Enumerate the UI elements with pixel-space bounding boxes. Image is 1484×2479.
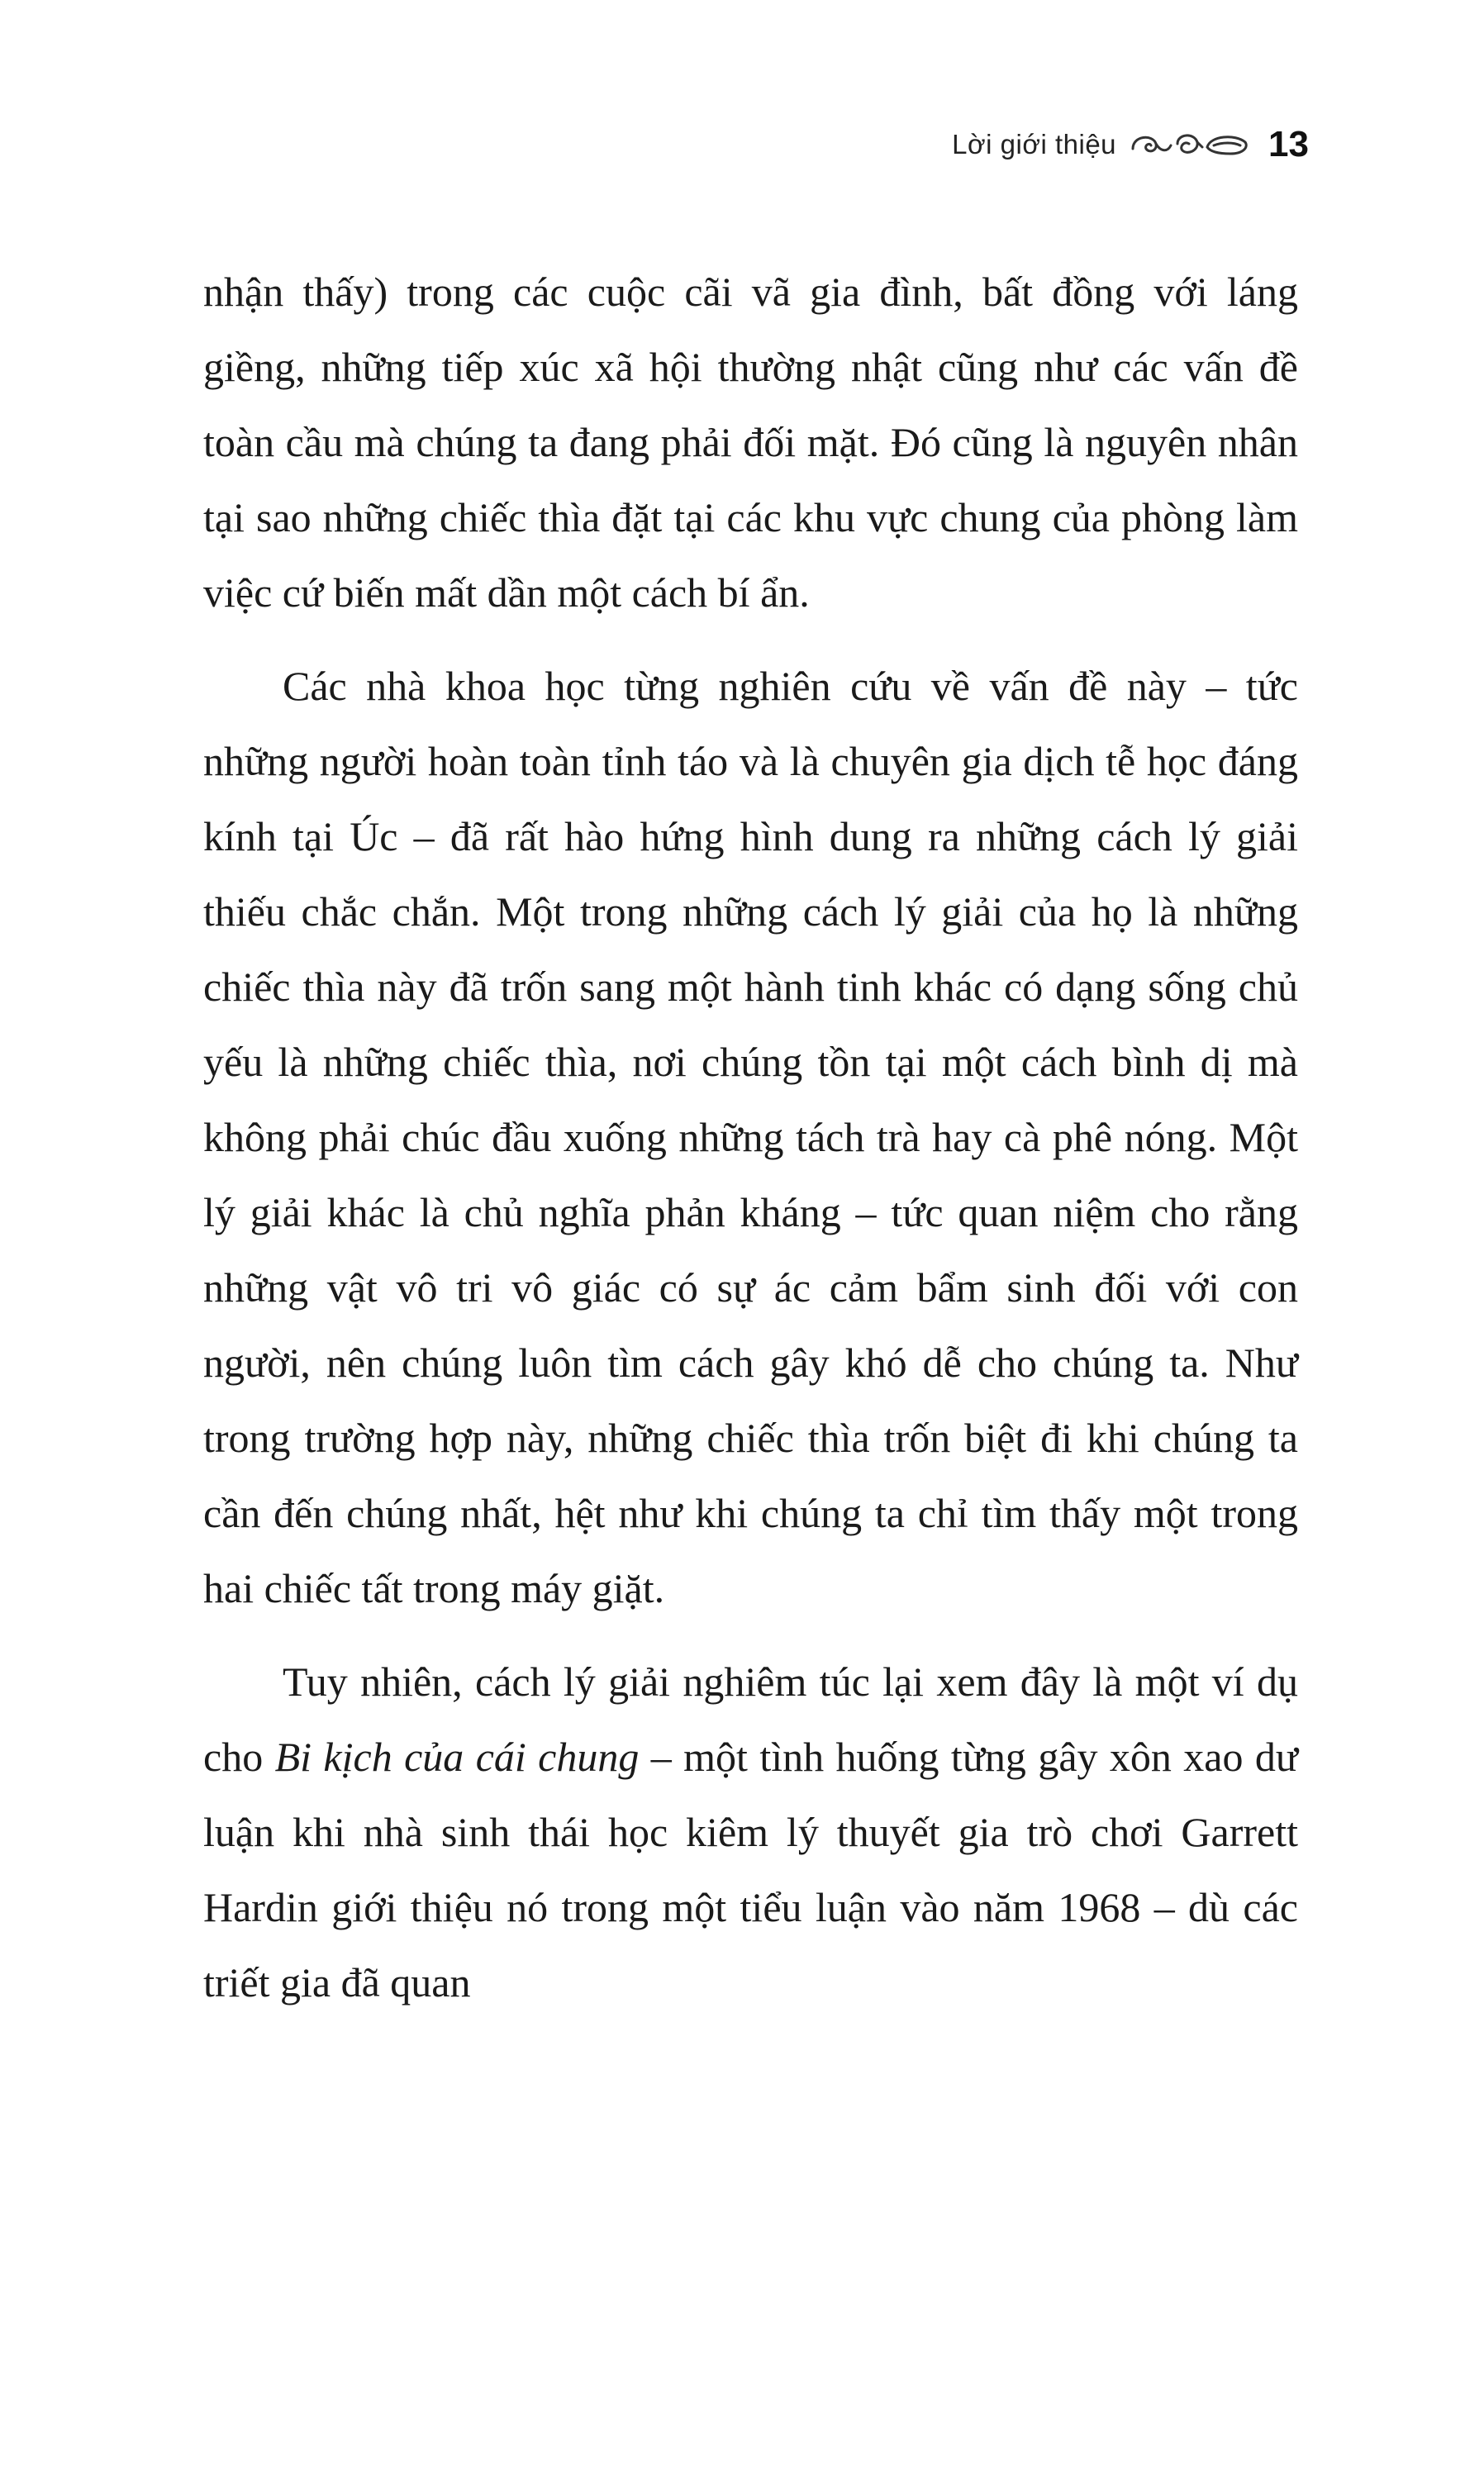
paragraph-text-end: – một tình huống từng gây xôn xao dư luận khi nhà sinh thái học kiêm lý thuyết gia trò chơi Garrett Hardin giới thiệu nó trong một tiểu luận vào năm 1968 – dù các triết gia đã quan xyxy=(203,1734,1298,2006)
paragraph-continued: nhận thấy) trong các cuộc cãi vã gia đình, bất đồng với láng giềng, những tiếp xúc xã hội thường nhật cũng như các vấn đề toàn cầu mà chúng ta đang phải đối mặt. Đó cũng là nguyên nhân tại sao những chiếc thìa đặt tại các khu vực chung của phòng làm việc cứ biến mất dần một cách bí ẩn. xyxy=(203,269,1298,616)
chapter-title: Lời giới thiệu xyxy=(952,129,1117,159)
body-text xyxy=(203,255,1298,2020)
paragraph-spoons-theories: Các nhà khoa học từng nghiên cứu về vấn đề này – tức những người hoàn toàn tỉnh táo và là chuyên gia dịch tễ học đáng kính tại Úc – đã rất hào hứng hình dung ra những cách lý giải thiếu chắc chắn. Một trong những cách lý giải của họ là những chiếc thìa này đã trốn sang một hành tinh khác có dạng sống chủ yếu là những chiếc thìa, nơi chúng tồn tại một cách bình dị mà không phải chúc đầu xuống những tách trà hay cà phê nóng. Một lý giải khác là chủ nghĩa phản kháng – tức quan niệm cho rằng những vật vô tri vô giác có sự ác cảm bẩm sinh đối với con người, nên chúng luôn tìm cách gây khó dễ cho chúng ta. Như trong trường hợp này, những chiếc thìa trốn biệt đi khi chúng ta cần đến chúng nhất, hệt như khi chúng ta chỉ tìm thấy một trong hai chiếc tất trong máy giặt. xyxy=(203,663,1298,1611)
paragraph-text-start: Tuy nhiên, cách lý giải nghiêm túc lại xem đây là một ví dụ cho xyxy=(203,1658,1298,1780)
decorative-leaf-swirl-icon xyxy=(1128,127,1252,162)
italic-book-title: Bi kịch của cái chung xyxy=(274,1734,640,1780)
page-number: 13 xyxy=(1268,124,1309,164)
running-header xyxy=(952,124,1309,165)
paragraph-tragedy-of-commons xyxy=(203,1644,1298,2020)
